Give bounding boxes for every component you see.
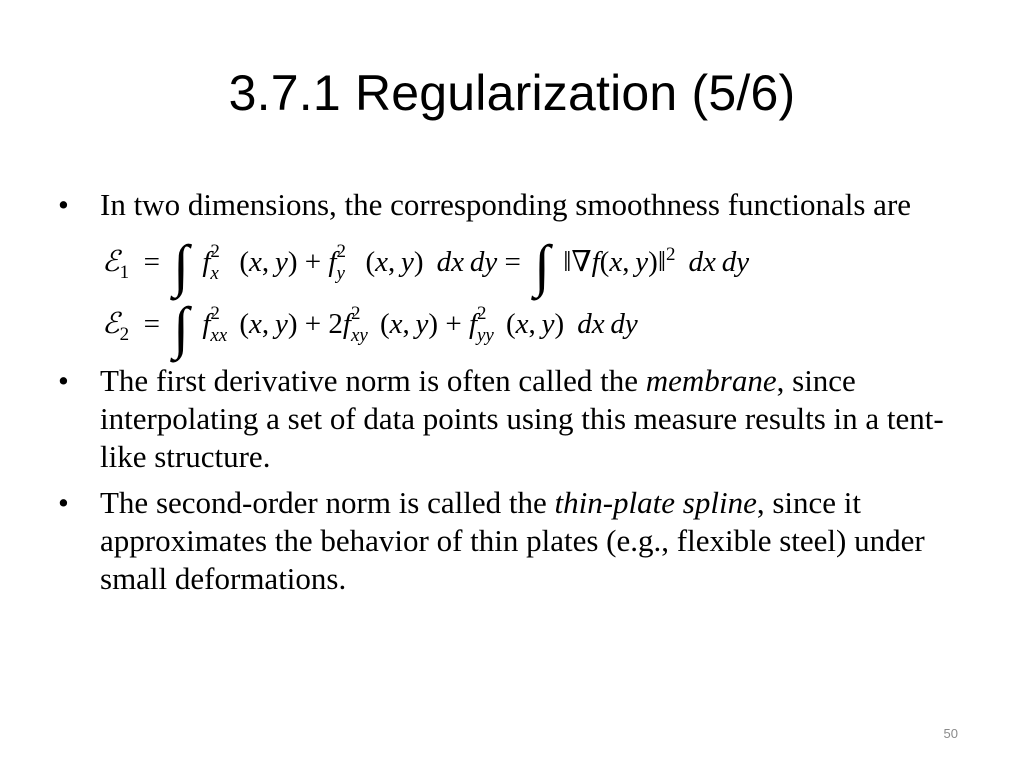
bullet-text-start: The first derivative norm is often called the	[100, 363, 646, 398]
bullet-text-end: , since it approximates the behavior of thin plates (e.g., flexible steel) under small deformations.	[100, 485, 925, 596]
bullet-text-start: The second-order norm is called the	[100, 485, 555, 520]
bullet-item-membrane	[58, 362, 978, 476]
equation-block	[102, 230, 978, 360]
bullet-list	[58, 186, 978, 598]
slide-title: 3.7.1 Regularization (5/6)	[228, 65, 796, 121]
bullet-item-thin-plate-spline	[58, 484, 978, 598]
bullet-dot: •	[58, 363, 69, 398]
bullet-emphasis: membrane	[645, 363, 777, 398]
bullet-item-functionals	[58, 186, 978, 360]
bullet-dot: •	[58, 485, 69, 520]
page-number: 50	[943, 726, 958, 741]
equation-e1: ℰ$_1$ = ∫ f 2 x (x, y) + f 2 y (x, y) dx dy = ∫ ‖∇f(x, y)‖$^2$ dx dy	[102, 233, 750, 298]
bullet-text-end: , since interpolating a set of data points using this measure results in a tent-like structure.	[100, 363, 944, 474]
bullet-dot: •	[58, 187, 69, 222]
bullet-text: In two dimensions, the corresponding smoothness functionals are	[100, 187, 912, 222]
equation-e2: ℰ$_2$ = ∫ f 2 xx (x, y) + 2f 2 xy (x, y) + f 2 yy (x, y) dx dy	[102, 295, 638, 360]
bullet-emphasis: thin-plate spline	[554, 485, 757, 520]
